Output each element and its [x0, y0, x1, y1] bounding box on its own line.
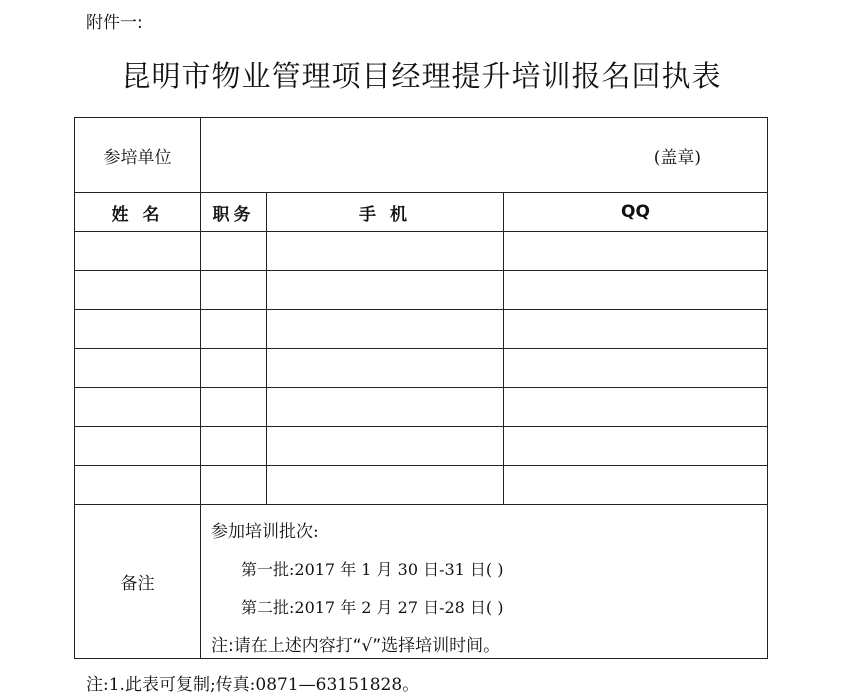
- qq-cell[interactable]: [504, 466, 768, 505]
- phone-cell[interactable]: [267, 349, 504, 388]
- position-cell[interactable]: [201, 271, 267, 310]
- page-title: 昆明市物业管理项目经理提升培训报名回执表: [121, 59, 722, 93]
- header-row: [75, 193, 768, 232]
- entry-row: [75, 427, 768, 466]
- unit-label: 参培单位: [75, 118, 201, 193]
- name-cell[interactable]: [75, 349, 201, 388]
- remarks-row: [75, 505, 768, 659]
- header-name: 姓 名: [75, 193, 201, 232]
- remarks-note: 注:请在上述内容打“√”选择培训时间。: [211, 636, 501, 656]
- position-cell[interactable]: [201, 427, 267, 466]
- name-cell[interactable]: [75, 427, 201, 466]
- seal-label: (盖章): [653, 147, 701, 168]
- entry-row: [75, 232, 768, 271]
- qq-cell[interactable]: [504, 271, 768, 310]
- name-cell[interactable]: [75, 388, 201, 427]
- attachment-label: 附件一:: [86, 13, 143, 33]
- header-position: 职务: [201, 193, 267, 232]
- batch-1-option[interactable]: 第一批:2017 年 1 月 30 日-31 日( ): [241, 560, 504, 579]
- position-cell[interactable]: [201, 466, 267, 505]
- qq-cell[interactable]: [504, 388, 768, 427]
- qq-cell[interactable]: [504, 232, 768, 271]
- name-cell[interactable]: [75, 271, 201, 310]
- name-cell[interactable]: [75, 232, 201, 271]
- batch-2-option[interactable]: 第二批:2017 年 2 月 27 日-28 日( ): [241, 598, 504, 617]
- entry-row: [75, 466, 768, 505]
- qq-cell[interactable]: [504, 349, 768, 388]
- header-phone: 手 机: [267, 193, 504, 232]
- unit-row: [75, 118, 768, 193]
- qq-cell[interactable]: [504, 310, 768, 349]
- entry-row: [75, 388, 768, 427]
- remarks-label: 备注: [75, 505, 201, 659]
- footnote: 注:1.此表可复制;传真:0871—63151828。: [86, 675, 420, 695]
- registration-form-table: [74, 117, 768, 659]
- entry-row: [75, 310, 768, 349]
- qq-cell[interactable]: [504, 427, 768, 466]
- position-cell[interactable]: [201, 310, 267, 349]
- phone-cell[interactable]: [267, 427, 504, 466]
- phone-cell[interactable]: [267, 388, 504, 427]
- remarks-heading: 参加培训批次:: [211, 522, 319, 542]
- name-cell[interactable]: [75, 466, 201, 505]
- entry-row: [75, 349, 768, 388]
- entry-rows: [75, 232, 768, 505]
- phone-cell[interactable]: [267, 232, 504, 271]
- header-qq: QQ: [504, 193, 768, 232]
- phone-cell[interactable]: [267, 310, 504, 349]
- entry-row: [75, 271, 768, 310]
- phone-cell[interactable]: [267, 271, 504, 310]
- position-cell[interactable]: [201, 349, 267, 388]
- position-cell[interactable]: [201, 388, 267, 427]
- position-cell[interactable]: [201, 232, 267, 271]
- name-cell[interactable]: [75, 310, 201, 349]
- phone-cell[interactable]: [267, 466, 504, 505]
- unit-field[interactable]: [201, 118, 768, 193]
- remarks-body: [201, 505, 768, 659]
